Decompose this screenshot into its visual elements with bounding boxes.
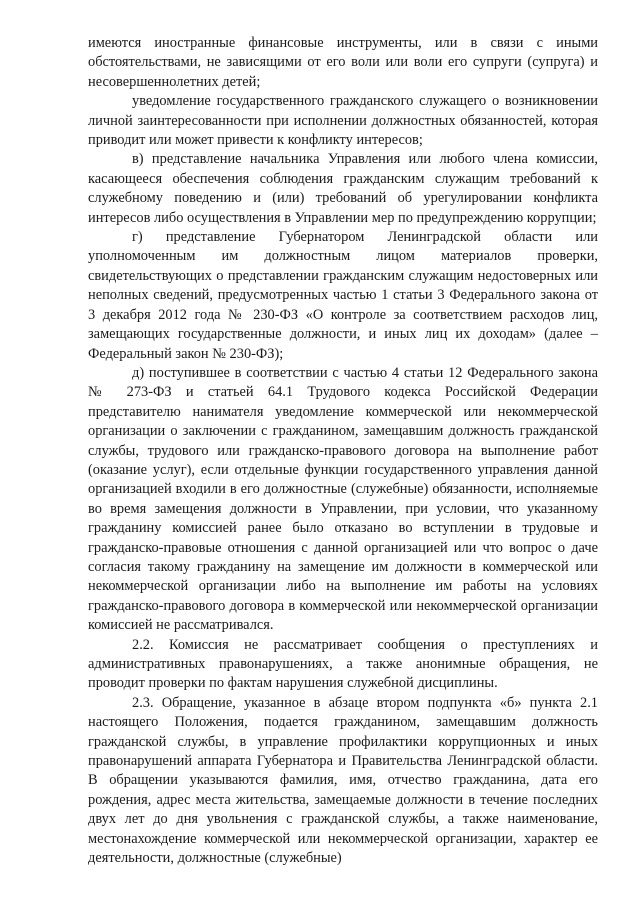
paragraph-continuation: имеются иностранные финансовые инструменты, или в связи с иными обстоятельствами, не зависящими от его воли или воли его супруги (супруга) и несовершеннолетних детей; [88, 35, 598, 90]
paragraph-item-d: д) поступившее в соответствии с частью 4 статьи 12 Федерального закона № 273-ФЗ и статьей 64.1 Трудового кодекса Российской Федерации представителю нанимателя уведомление коммерческой или некоммерческой организации о заключении с гражданином, замещавшим должность гражданской службы, трудового или гражданско-правового договора на выполнение работ (оказание услуг), если отдельные функции государственного управления данной организацией входили в его должностные (служебные) обязанности, исполняемые во время замещения должности в Управлении, при условии, что указанному гражданину комиссией ранее было отказано во вступлении в трудовые и гражданско-правовые отношения с данной организацией или что вопрос о даче согласия такому гражданину на замещение им должности в коммерческой или некоммерческой организации либо на выполнение им работы на условиях гражданско-правового договора в коммерческой или некоммерческой организации комиссией не рассматривался. [88, 364, 598, 634]
paragraph-notification-conflict: уведомление государственного гражданского служащего о возникновении личной заинтересованности при исполнении должностных обязанностей, которая приводит или может привести к конфликту интересов; [88, 93, 598, 149]
paragraph-item-g: г) представление Губернатором Ленинградской области или уполномоченным им должностным лицом материалов проверки, свидетельствующих о представлении гражданским служащим недостоверных или неполных сведений, предусмотренных частью 1 статьи 3 Федерального закона от 3 декабря 2012 года № 230-ФЗ «О контроле за соответствием расходов лиц, замещающих государственные должности, и иных лиц их доходам» (далее – Федеральный закон № 230-ФЗ); [88, 229, 598, 362]
paragraph-2-2: 2.2. Комиссия не рассматривает сообщения о преступлениях и административных правонарушениях, а также анонимные обращения, не проводит проверки по фактам нарушения служебной дисциплины. [88, 636, 598, 692]
document-page [88, 34, 598, 868]
paragraph-item-v: в) представление начальника Управления или любого члена комиссии, касающееся обеспечения соблюдения гражданским служащим требований к служебному поведению и (или) требований об урегулировании конфликта интересов либо осуществления в Управлении мер по предупреждению коррупции; [88, 151, 598, 226]
paragraph-2-3: 2.3. Обращение, указанное в абзаце втором подпункта «б» пункта 2.1 настоящего Положения, подается гражданином, замещавшим должность гражданской службы, в управление профилактики коррупционных и иных правонарушений аппарата Губернатора и Правительства Ленинградской области. В обращении указываются фамилия, имя, отчество гражданина, дата его рождения, адрес места жительства, замещаемые должности в течение последних двух лет до дня увольнения с гражданской службы, а также наименование, местонахождение коммерческой или некоммерческой организации, характер ее деятельности, должностные (служебные) [88, 694, 598, 867]
